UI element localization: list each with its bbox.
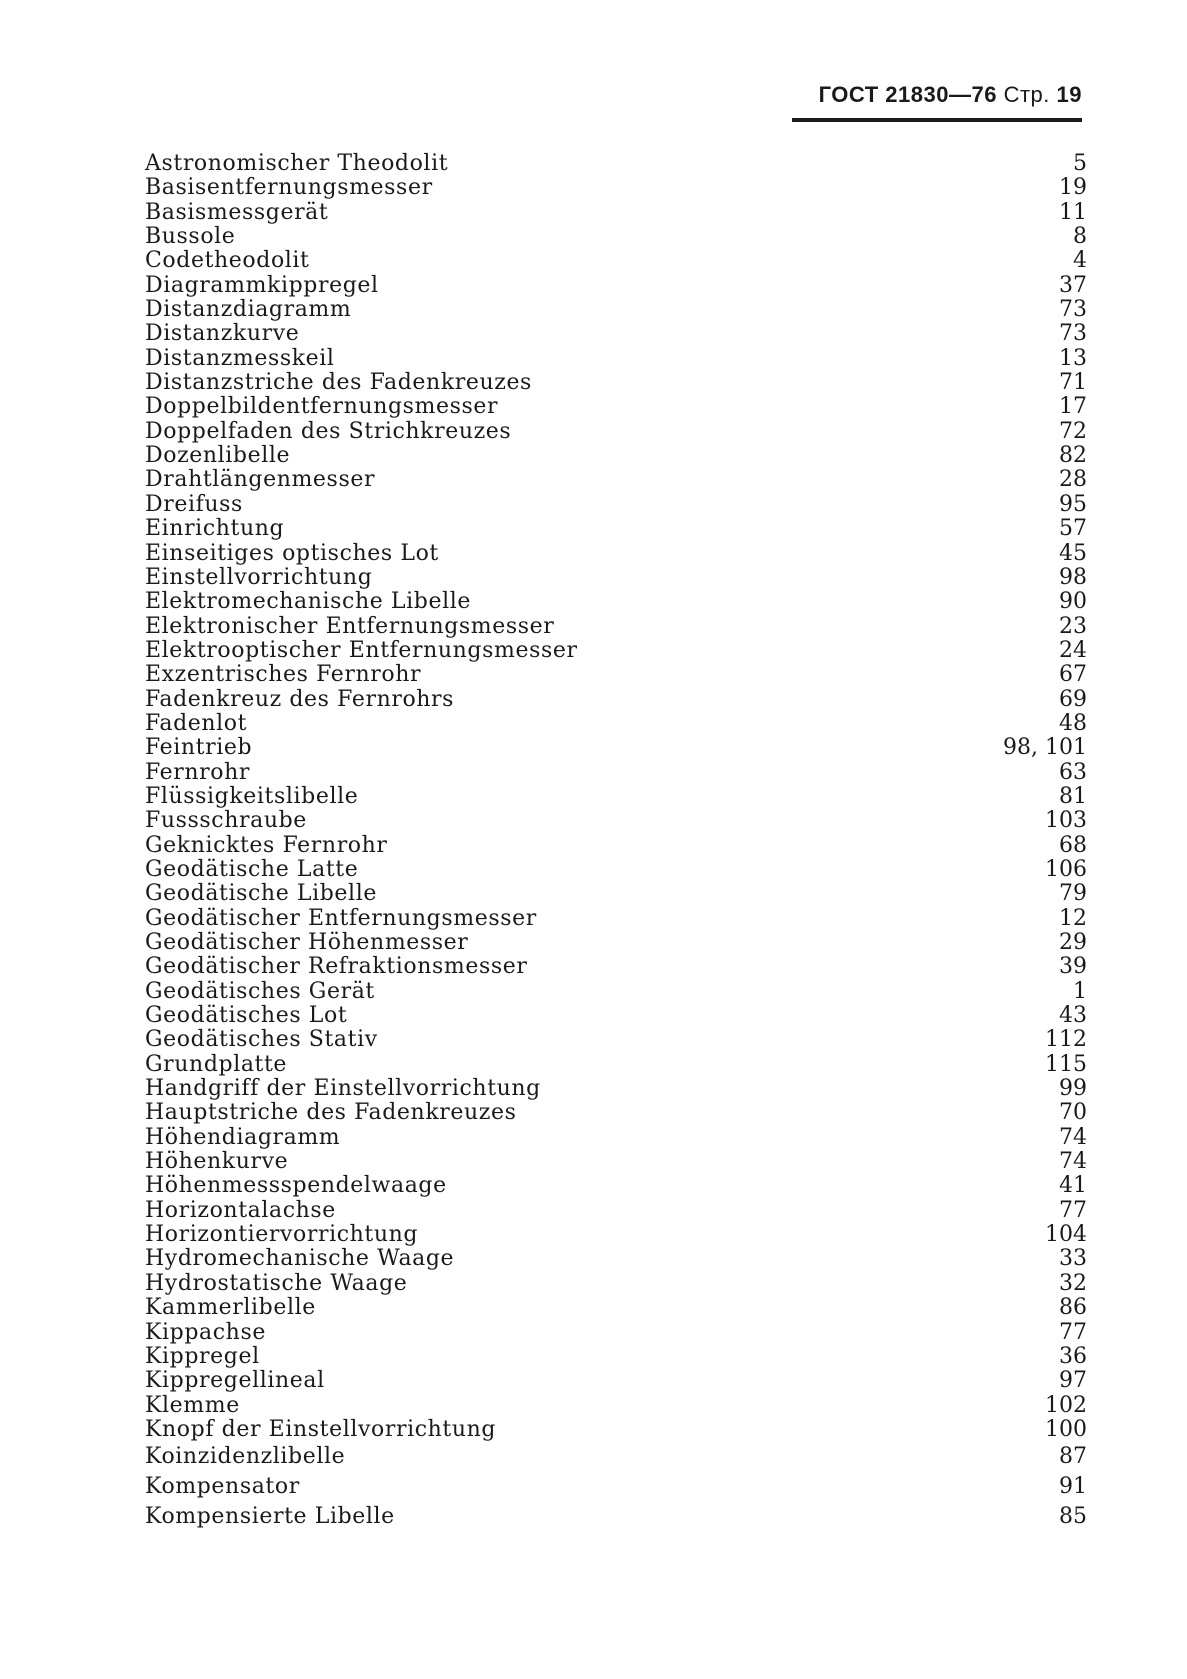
entry-page-ref: 72: [1059, 418, 1087, 444]
entry-page-ref: 48: [1059, 710, 1087, 736]
entry-term: Geodätisches Lot: [145, 1003, 348, 1029]
page-number: 19: [1056, 82, 1082, 107]
entry-term: Geodätischer Refraktionsmesser: [145, 954, 528, 980]
entry-page-ref: 1: [1073, 978, 1087, 1004]
index-entry: [145, 1053, 1087, 1077]
index-entry: [145, 1028, 1087, 1052]
entry-page-ref: 67: [1059, 662, 1087, 688]
index-entry: [145, 931, 1087, 955]
index-entry: [145, 1394, 1087, 1418]
running-header: [792, 82, 1082, 122]
entry-term: Flüssigkeitslibelle: [145, 783, 359, 809]
entry-term: Klemme: [145, 1392, 240, 1418]
entry-page-ref: 4: [1073, 248, 1087, 274]
index-entry: [145, 542, 1087, 566]
index-entry: [145, 1472, 1087, 1502]
entry-page-ref: 73: [1059, 297, 1087, 323]
index-entry: [145, 1369, 1087, 1393]
entry-term: Elektrooptischer Entfernungsmesser: [145, 637, 578, 663]
entry-page-ref: 91: [1059, 1474, 1087, 1500]
entry-term: Distanzmesskeil: [145, 345, 335, 371]
entry-page-ref: 13: [1059, 345, 1087, 371]
entry-page-ref: 71: [1059, 370, 1087, 396]
entry-term: Fadenlot: [145, 710, 248, 736]
index-entry: [145, 688, 1087, 712]
entry-term: Dreifuss: [145, 491, 243, 517]
entry-page-ref: 24: [1059, 637, 1087, 663]
entry-term: Fadenkreuz des Fernrohrs: [145, 686, 455, 712]
index-entry: [145, 663, 1087, 687]
index-entry: [145, 468, 1087, 492]
entry-page-ref: 70: [1059, 1100, 1087, 1126]
index-entry: [145, 1296, 1087, 1320]
index-entry: [145, 882, 1087, 906]
entry-page-ref: 11: [1059, 199, 1087, 225]
entry-term: Horizontalachse: [145, 1197, 336, 1223]
entry-term: Grundplatte: [145, 1051, 288, 1077]
entry-term: Distanzdiagramm: [145, 297, 352, 323]
entry-term: Kammerlibelle: [145, 1295, 316, 1321]
index-entry: [145, 225, 1087, 249]
entry-page-ref: 74: [1059, 1149, 1087, 1175]
header-text: [819, 82, 1082, 108]
entry-term: Distanzstriche des Fadenkreuzes: [145, 370, 532, 396]
entry-term: Koinzidenzlibelle: [145, 1444, 346, 1470]
entry-term: Geodätischer Höhenmesser: [145, 930, 469, 955]
index-entry: [145, 955, 1087, 979]
index-entry: [145, 152, 1087, 176]
entry-term: Elektromechanische Libelle: [145, 589, 471, 615]
standard-number: ГОСТ 21830—76: [818, 82, 997, 107]
entry-term: Geodätische Latte: [145, 856, 359, 882]
index-entry: [145, 444, 1087, 468]
index-entry: [145, 590, 1087, 614]
index-entry: [145, 1077, 1087, 1101]
entry-page-ref: 98, 101: [1003, 735, 1087, 761]
entry-page-ref: 77: [1059, 1197, 1087, 1223]
entry-term: Fernrohr: [145, 759, 251, 785]
entry-term: Horizontiervorrichtung: [145, 1222, 419, 1248]
entry-term: Doppelbildentfernungsmesser: [145, 394, 499, 420]
index-entry: [145, 517, 1087, 541]
entry-page-ref: 32: [1059, 1270, 1087, 1296]
index-entry: [145, 1502, 1087, 1532]
entry-term: Dozenlibelle: [145, 443, 291, 469]
entry-term: Hauptstriche des Fadenkreuzes: [145, 1100, 517, 1126]
index-entry: [145, 639, 1087, 663]
index-entry: [145, 809, 1087, 833]
index-entry: [145, 371, 1087, 395]
entry-term: Einrichtung: [145, 516, 285, 542]
entry-term: Kippachse: [145, 1319, 266, 1345]
index-entry: [145, 201, 1087, 225]
index-entry: [145, 1345, 1087, 1369]
entry-page-ref: 33: [1059, 1246, 1087, 1272]
index-entry: [145, 1272, 1087, 1296]
index-entry: [145, 615, 1087, 639]
entry-page-ref: 87: [1059, 1444, 1087, 1470]
index-entry: [145, 566, 1087, 590]
entry-term: Kompensator: [145, 1474, 300, 1500]
entry-page-ref: 17: [1059, 394, 1087, 420]
index-entry: [145, 176, 1087, 200]
entry-page-ref: 81: [1059, 783, 1087, 809]
index-entry: [145, 1321, 1087, 1345]
entry-term: Bussole: [145, 224, 236, 250]
entry-term: Drahtlängenmesser: [145, 467, 376, 493]
entry-term: Geodätisches Stativ: [145, 1027, 378, 1053]
entry-page-ref: 106: [1045, 856, 1087, 882]
index-entry: [145, 1101, 1087, 1125]
entry-term: Einstellvorrichtung: [145, 564, 373, 590]
entry-term: Basisentfernungsmesser: [145, 175, 433, 201]
entry-page-ref: 85: [1059, 1504, 1087, 1530]
entry-page-ref: 69: [1059, 686, 1087, 712]
index-entry: [145, 785, 1087, 809]
entry-term: Einseitiges optisches Lot: [145, 540, 439, 566]
index-entry: [145, 347, 1087, 371]
entry-term: Astronomischer Theodolit: [145, 151, 449, 176]
entry-page-ref: 74: [1059, 1124, 1087, 1150]
entry-term: Kompensierte Libelle: [145, 1504, 395, 1530]
index-entry: [145, 1174, 1087, 1198]
entry-page-ref: 102: [1045, 1392, 1087, 1418]
index-entry: [145, 322, 1087, 346]
entry-page-ref: 86: [1059, 1295, 1087, 1321]
entry-term: Diagrammkippregel: [145, 272, 379, 298]
entry-page-ref: 43: [1059, 1003, 1087, 1029]
entry-page-ref: 90: [1059, 589, 1087, 615]
entry-page-ref: 103: [1045, 808, 1087, 834]
entry-page-ref: 95: [1059, 491, 1087, 517]
entry-term: Distanzkurve: [145, 321, 300, 347]
entry-page-ref: 100: [1045, 1416, 1087, 1442]
entry-term: Höhenkurve: [145, 1149, 289, 1175]
entry-page-ref: 97: [1059, 1368, 1087, 1394]
entry-page-ref: 79: [1059, 881, 1087, 907]
term-index: [145, 152, 1087, 1532]
entry-term: Höhenmessspendelwaage: [145, 1173, 447, 1199]
entry-page-ref: 82: [1059, 443, 1087, 469]
index-entry: [145, 834, 1087, 858]
index-entry: [145, 858, 1087, 882]
index-entry: [145, 1247, 1087, 1271]
entry-term: Hydromechanische Waage: [145, 1246, 455, 1272]
entry-term: Exzentrisches Fernrohr: [145, 662, 422, 688]
entry-page-ref: 8: [1073, 224, 1087, 250]
entry-page-ref: 36: [1059, 1343, 1087, 1369]
entry-page-ref: 99: [1059, 1076, 1087, 1102]
index-entry: [145, 1418, 1087, 1442]
index-entry: [145, 1004, 1087, 1028]
index-entry: [145, 1223, 1087, 1247]
entry-page-ref: 112: [1045, 1027, 1087, 1053]
index-entry: [145, 980, 1087, 1004]
index-entry: [145, 274, 1087, 298]
header-rule: [792, 118, 1082, 122]
entry-page-ref: 37: [1059, 272, 1087, 298]
entry-term: Knopf der Einstellvorrichtung: [145, 1416, 497, 1442]
entry-term: Geodätischer Entfernungsmesser: [145, 905, 537, 931]
entry-page-ref: 98: [1059, 564, 1087, 590]
entry-page-ref: 23: [1059, 613, 1087, 639]
index-entry: [145, 493, 1087, 517]
entry-page-ref: 12: [1059, 905, 1087, 931]
entry-page-ref: 29: [1059, 930, 1087, 955]
entry-term: Geodätische Libelle: [145, 881, 377, 907]
entry-term: Geknicktes Fernrohr: [145, 832, 388, 858]
index-entry: [145, 1199, 1087, 1223]
entry-page-ref: 28: [1059, 467, 1087, 493]
index-entry: [145, 420, 1087, 444]
entry-term: Fussschraube: [145, 808, 307, 834]
entry-page-ref: 77: [1059, 1319, 1087, 1345]
entry-page-ref: 73: [1059, 321, 1087, 347]
entry-page-ref: 19: [1059, 175, 1087, 201]
entry-page-ref: 39: [1059, 954, 1087, 980]
index-entry: [145, 298, 1087, 322]
entry-page-ref: 45: [1059, 540, 1087, 566]
entry-term: Codetheodolit: [145, 248, 310, 274]
entry-term: Kippregel: [145, 1343, 260, 1369]
entry-term: Feintrieb: [145, 735, 253, 761]
entry-page-ref: 57: [1059, 516, 1087, 542]
index-entry: [145, 736, 1087, 760]
index-entry: [145, 1150, 1087, 1174]
entry-page-ref: 63: [1059, 759, 1087, 785]
index-entry: [145, 249, 1087, 273]
index-entry: [145, 712, 1087, 736]
entry-page-ref: 68: [1059, 832, 1087, 858]
index-entry: [145, 1442, 1087, 1472]
entry-term: Doppelfaden des Strichkreuzes: [145, 418, 512, 444]
entry-term: Handgriff der Einstellvorrichtung: [145, 1076, 541, 1102]
index-entry: [145, 907, 1087, 931]
entry-term: Geodätisches Gerät: [145, 978, 375, 1004]
entry-page-ref: 5: [1073, 151, 1087, 176]
page-label: Стр.: [1003, 82, 1050, 107]
entry-term: Höhendiagramm: [145, 1124, 341, 1150]
entry-term: Hydrostatische Waage: [145, 1270, 408, 1296]
entry-page-ref: 115: [1045, 1051, 1087, 1077]
index-entry: [145, 395, 1087, 419]
entry-page-ref: 41: [1059, 1173, 1087, 1199]
entry-term: Elektronischer Entfernungsmesser: [145, 613, 555, 639]
entry-term: Basismessgerät: [145, 199, 329, 225]
entry-page-ref: 104: [1045, 1222, 1087, 1248]
entry-term: Kippregellineal: [145, 1368, 325, 1394]
index-entry: [145, 1126, 1087, 1150]
index-entry: [145, 761, 1087, 785]
